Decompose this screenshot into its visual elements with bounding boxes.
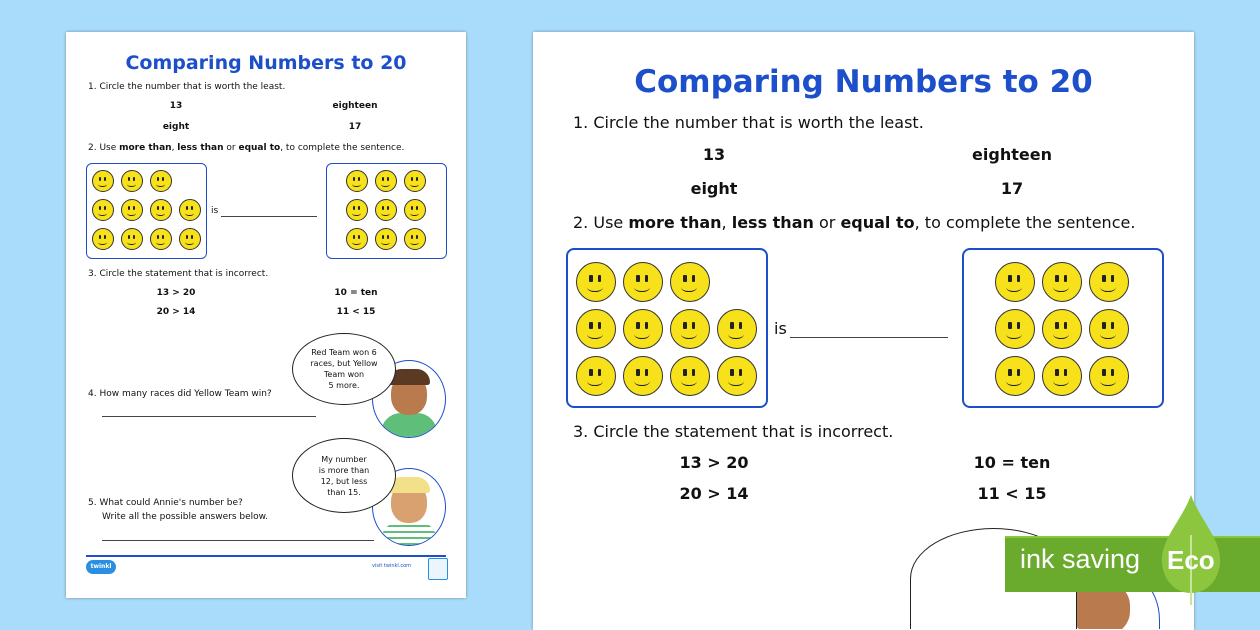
page-title: Comparing Numbers to 20	[634, 64, 1093, 100]
smiley-face-icon	[404, 170, 426, 192]
smiley-face-icon	[404, 228, 426, 250]
worksheet-page	[66, 32, 466, 598]
smiley-group-left	[86, 163, 207, 259]
smiley-face-icon	[623, 309, 663, 349]
smiley-face-icon	[121, 228, 143, 250]
smiley-face-icon	[1042, 309, 1082, 349]
statement: 13 > 20	[679, 453, 749, 472]
smiley-face-icon	[670, 262, 710, 302]
option: eight	[690, 179, 738, 198]
smiley-face-icon	[1042, 262, 1082, 302]
twinkl-logo: twinkl	[86, 560, 116, 574]
question-3: 3. Circle the statement that is incorrect.	[573, 422, 894, 441]
visit-link[interactable]: visit twinkl.com	[372, 563, 412, 569]
statement: 13 > 20	[156, 288, 196, 298]
question-1: 1. Circle the number that is worth the least.	[88, 82, 286, 92]
smiley-face-icon	[179, 228, 201, 250]
smiley-face-icon	[375, 199, 397, 221]
question-2: 2. Use more than, less than or equal to, to complete the sentence.	[88, 143, 405, 153]
worksheet-thumbnail[interactable]	[66, 32, 466, 598]
option: 17	[1000, 179, 1024, 198]
smiley-group-left	[566, 248, 768, 408]
smiley-face-icon	[179, 199, 201, 221]
question-2: 2. Use more than, less than or equal to, to complete the sentence.	[573, 213, 1136, 232]
smiley-face-icon	[717, 356, 757, 396]
smiley-face-icon	[346, 199, 368, 221]
answer-line[interactable]	[102, 540, 374, 541]
smiley-face-icon	[375, 170, 397, 192]
smiley-face-icon	[576, 262, 616, 302]
smiley-face-icon	[623, 262, 663, 302]
eco-label: Eco	[1167, 545, 1215, 575]
smiley-group-right	[962, 248, 1164, 408]
smiley-face-icon	[995, 356, 1035, 396]
answer-line[interactable]	[790, 337, 948, 338]
option: 17	[348, 122, 362, 132]
smiley-group-right	[326, 163, 447, 259]
smiley-face-icon	[346, 228, 368, 250]
smiley-face-icon	[576, 309, 616, 349]
smiley-face-icon	[995, 262, 1035, 302]
eco-badge-text: ink saving	[1020, 544, 1141, 574]
statement: 11 < 15	[336, 307, 376, 317]
smiley-face-icon	[150, 228, 172, 250]
smiley-face-icon	[150, 199, 172, 221]
smiley-face-icon	[121, 170, 143, 192]
is-label: is	[774, 319, 787, 338]
question-5-instruction: Write all the possible answers below.	[102, 512, 269, 522]
smiley-face-icon	[150, 170, 172, 192]
statement: 20 > 14	[156, 307, 196, 317]
smiley-face-icon	[92, 199, 114, 221]
statement: 10 = ten	[334, 288, 378, 298]
answer-line[interactable]	[102, 416, 316, 417]
question-5: 5. What could Annie's number be?	[88, 498, 243, 508]
smiley-face-icon	[1042, 356, 1082, 396]
smiley-face-icon	[995, 309, 1035, 349]
option: 13	[169, 101, 183, 111]
statement: 10 = ten	[973, 453, 1051, 472]
page-title: Comparing Numbers to 20	[125, 52, 407, 74]
smiley-face-icon	[670, 356, 710, 396]
smiley-face-icon	[717, 309, 757, 349]
option: eighteen	[972, 145, 1052, 164]
smiley-face-icon	[375, 228, 397, 250]
is-label: is	[211, 206, 219, 216]
option: eighteen	[332, 101, 378, 111]
smiley-face-icon	[670, 309, 710, 349]
smiley-face-icon	[1089, 262, 1129, 302]
smiley-face-icon	[1089, 309, 1129, 349]
option: eight	[162, 122, 190, 132]
answer-line[interactable]	[221, 216, 317, 217]
statement: 20 > 14	[679, 484, 749, 503]
smiley-face-icon	[92, 228, 114, 250]
option: 13	[702, 145, 726, 164]
smiley-face-icon	[346, 170, 368, 192]
quality-badge-icon	[428, 558, 448, 580]
smiley-face-icon	[121, 199, 143, 221]
smiley-face-icon	[92, 170, 114, 192]
smiley-face-icon	[576, 356, 616, 396]
question-4: 4. How many races did Yellow Team win?	[88, 389, 272, 399]
speech-bubble: Red Team won 6 races, but Yellow Team won 5 more.	[292, 333, 396, 405]
smiley-face-icon	[623, 356, 663, 396]
smiley-face-icon	[404, 199, 426, 221]
footer-divider	[86, 555, 446, 557]
speech-bubble: My number is more than 12, but less than 15.	[292, 438, 396, 513]
statement: 11 < 15	[977, 484, 1047, 503]
question-3: 3. Circle the statement that is incorrect.	[88, 269, 269, 279]
question-1: 1. Circle the number that is worth the least.	[573, 113, 924, 132]
smiley-face-icon	[1089, 356, 1129, 396]
